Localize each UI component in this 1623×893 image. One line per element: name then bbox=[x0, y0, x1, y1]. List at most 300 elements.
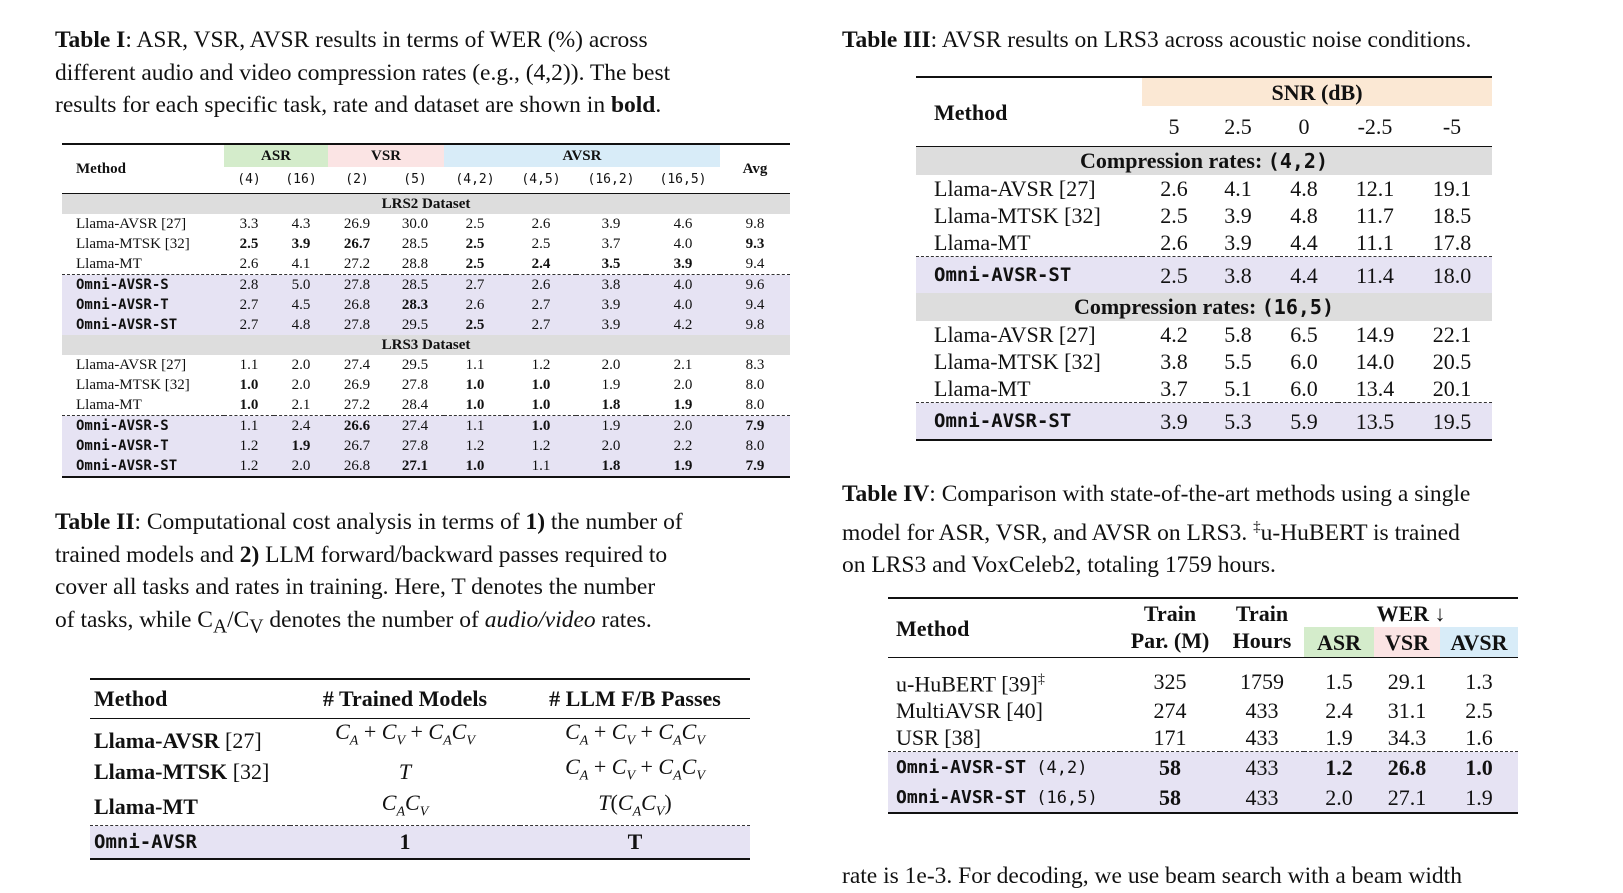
table-cell: 1.0 bbox=[506, 395, 576, 416]
table-cell: 18.0 bbox=[1412, 257, 1492, 294]
table-cell: 20.5 bbox=[1432, 349, 1472, 374]
table-cell: 325 bbox=[1153, 669, 1187, 695]
table-row bbox=[62, 315, 790, 335]
method-name: Omni-AVSR-S bbox=[62, 416, 224, 437]
table4-header-par: Par. (M) bbox=[1130, 628, 1210, 653]
table-cell: 1.9 bbox=[646, 395, 720, 416]
table-cell: 28.5 bbox=[386, 275, 444, 296]
table-row bbox=[916, 321, 1492, 348]
table-cell: 13.4 bbox=[1338, 375, 1412, 403]
table-cell: 1.6 bbox=[1440, 724, 1518, 752]
table-cell: 28.3 bbox=[386, 295, 444, 315]
table-row bbox=[62, 254, 790, 275]
table-cell: 1.2 bbox=[506, 436, 576, 456]
table-cell: 4.6 bbox=[673, 216, 693, 232]
table-cell: 29.5 bbox=[401, 357, 429, 373]
table2-caption-bold: 1) bbox=[525, 509, 546, 535]
table-cell: 9.6 bbox=[720, 275, 790, 296]
table-row bbox=[62, 416, 790, 437]
table1-caption-line2: different audio and video compression rates (e.g., (4,2)). The best bbox=[55, 59, 671, 86]
table-row bbox=[916, 375, 1492, 403]
table-cell: 2.8 bbox=[224, 275, 274, 296]
table-row bbox=[90, 754, 750, 789]
table-cell: 2.6 bbox=[444, 295, 506, 315]
table-cell: 2.7 bbox=[444, 275, 506, 296]
method-name: Omni-AVSR-S bbox=[62, 275, 224, 296]
table-cell: 4.4 bbox=[1270, 229, 1338, 257]
table-cell: 31.1 bbox=[1387, 698, 1427, 724]
table-cell: 27.2 bbox=[328, 254, 386, 275]
table-row bbox=[916, 229, 1492, 257]
table-cell: 2.0 bbox=[291, 357, 311, 373]
table-cell: 2.5 bbox=[239, 236, 259, 252]
table-cell: 26.8 bbox=[1374, 752, 1440, 783]
table-cell: 1.3 bbox=[1465, 669, 1493, 695]
table-cell: 27.8 bbox=[328, 315, 386, 335]
table-row bbox=[888, 752, 1518, 783]
table-cell: 22.1 bbox=[1432, 322, 1472, 347]
table2-caption-bold: 2) bbox=[239, 541, 260, 568]
table-cell: 4.2 bbox=[1160, 322, 1188, 347]
table-cell: 9.4 bbox=[720, 254, 790, 275]
table3 bbox=[916, 76, 1492, 441]
snr-level: 5 bbox=[1168, 113, 1180, 139]
table3-caption-label: Table III bbox=[842, 27, 931, 53]
method-cell bbox=[90, 719, 290, 755]
table-cell: 2.6 bbox=[1142, 229, 1206, 257]
table-cell: 11.7 bbox=[1356, 203, 1394, 228]
table4-header-avsr: AVSR bbox=[1440, 627, 1518, 658]
snr-level: 2.5 bbox=[1224, 113, 1252, 139]
table-cell: 29.1 bbox=[1387, 669, 1427, 695]
table-cell: 27.8 bbox=[386, 436, 444, 456]
table2-caption-text: denotes the number of bbox=[263, 606, 485, 633]
table-cell: 4.0 bbox=[673, 236, 693, 252]
table-cell: 58 bbox=[1120, 782, 1220, 813]
table3-header-snr: SNR (dB) bbox=[1142, 77, 1492, 106]
section-label: Compression rates: bbox=[1073, 294, 1262, 319]
table-cell: 1.1 bbox=[506, 456, 576, 477]
table-cell: 26.6 bbox=[328, 416, 386, 437]
table-cell: 2.4 bbox=[506, 254, 576, 275]
table-cell: 2.7 bbox=[224, 315, 274, 335]
table-cell: 2.0 bbox=[646, 416, 720, 437]
table-cell: 1.0 bbox=[506, 416, 576, 437]
section-compression-4-2 bbox=[916, 147, 1492, 176]
table-cell: 1.2 bbox=[224, 456, 274, 477]
table2-caption-text: /C bbox=[227, 606, 250, 633]
method-name: Llama-MT bbox=[916, 229, 1142, 257]
table2-caption-text: of tasks, while C bbox=[55, 606, 213, 633]
table-cell: 3.9 bbox=[576, 315, 646, 335]
table2-caption-sub: V bbox=[249, 616, 264, 638]
table-cell: 4.8 bbox=[274, 315, 328, 335]
table-cell: 3.8 bbox=[576, 275, 646, 296]
table-cell: 1.2 bbox=[224, 436, 274, 456]
method-cell bbox=[888, 782, 1120, 813]
table-cell: 2.5 bbox=[465, 236, 485, 252]
table-cell: 2.0 bbox=[274, 456, 328, 477]
table-cell: 27.4 bbox=[343, 357, 371, 373]
method-cell bbox=[90, 754, 290, 789]
table-row bbox=[62, 355, 790, 375]
table-cell: 13.5 bbox=[1338, 403, 1412, 441]
table1-rate-label: (2) bbox=[345, 172, 369, 187]
table2-caption-text: rates. bbox=[595, 606, 652, 633]
table-cell: 3.9 bbox=[1142, 403, 1206, 441]
table-row bbox=[888, 782, 1518, 813]
method-name: Llama-MTSK [32] bbox=[76, 377, 190, 393]
table-cell: 2.4 bbox=[1325, 698, 1353, 724]
table-cell: 4.0 bbox=[646, 275, 720, 296]
math-expression: $C_AC_V$ bbox=[381, 789, 429, 820]
table4-header-asr: ASR bbox=[1304, 627, 1374, 658]
footer-text: rate is 1e-3. For decoding, we use beam search with a beam width bbox=[842, 863, 1462, 889]
passes-cell bbox=[520, 719, 750, 755]
table-cell: 5.0 bbox=[274, 275, 328, 296]
section-label: Compression rates: bbox=[1079, 148, 1268, 173]
table4-caption-text: : Comparison with state-of-the-art methods using a single bbox=[929, 481, 1471, 507]
table1-header-asr: ASR bbox=[224, 144, 328, 167]
method-name: Omni-AVSR-ST bbox=[916, 403, 1142, 441]
table-row bbox=[62, 456, 790, 477]
method-name: Omni-AVSR-T bbox=[62, 295, 224, 315]
rate-label: (16,5) bbox=[1026, 788, 1098, 809]
passes-cell bbox=[520, 790, 750, 826]
lrs2-section-title: LRS2 Dataset bbox=[62, 194, 790, 215]
table4-caption-text: model for ASR, VSR, and AVSR on LRS3. bbox=[842, 519, 1254, 546]
table-row bbox=[888, 697, 1518, 724]
table-cell: 2.5 bbox=[465, 216, 485, 232]
method-cell bbox=[888, 752, 1120, 783]
table-cell: 2.6 bbox=[224, 254, 274, 275]
method-name: Omni-AVSR-T bbox=[62, 436, 224, 456]
table-cell: 2.1 bbox=[274, 395, 328, 416]
table-cell: 1.9 bbox=[601, 377, 621, 393]
table-row bbox=[916, 348, 1492, 375]
table-cell: 1.9 bbox=[1440, 782, 1518, 813]
trained-models-cell: 1 bbox=[290, 826, 520, 860]
table1-header-method: Method bbox=[76, 161, 126, 177]
table-cell: 1.2 bbox=[1304, 752, 1374, 783]
passes-cell: T bbox=[520, 826, 750, 860]
table-cell: 20.1 bbox=[1412, 375, 1492, 403]
table2-caption-text: trained models and bbox=[55, 541, 240, 568]
table-row bbox=[888, 658, 1518, 698]
table-cell: 1.0 bbox=[224, 395, 274, 416]
table-cell: 1.9 bbox=[1304, 724, 1374, 752]
table-cell: 3.8 bbox=[1206, 257, 1270, 294]
table4-caption-label: Table IV bbox=[842, 481, 930, 507]
method-name: Llama-AVSR [27] bbox=[934, 322, 1096, 347]
table-cell: 2.7 bbox=[506, 315, 576, 335]
table-cell: 26.9 bbox=[343, 377, 371, 393]
math-expression: $C_A + C_V + C_AC_V$ bbox=[335, 719, 475, 749]
trained-models-cell bbox=[290, 719, 520, 755]
table-cell: 28.8 bbox=[386, 254, 444, 275]
table-cell: 1.0 bbox=[444, 395, 506, 416]
table-cell: 1.0 bbox=[444, 456, 506, 477]
table-cell: 4.3 bbox=[291, 216, 311, 232]
method-name: Omni-AVSR-ST bbox=[896, 757, 1027, 779]
table4-header-train: Train bbox=[1143, 600, 1197, 626]
table-cell: 26.8 bbox=[328, 456, 386, 477]
table-cell: 6.5 bbox=[1290, 322, 1318, 347]
table-cell: 2.0 bbox=[601, 357, 621, 373]
table-cell: 28.4 bbox=[386, 395, 444, 416]
table-cell: 1.2 bbox=[531, 357, 551, 373]
table4-header-wer: WER ↓ bbox=[1376, 600, 1446, 626]
table4-header-method: Method bbox=[896, 615, 970, 641]
table1-header-avsr: AVSR bbox=[444, 144, 720, 167]
table-cell: 1.9 bbox=[274, 436, 328, 456]
table3-caption-text: : AVSR results on LRS3 across acoustic noise conditions. bbox=[930, 27, 1472, 53]
table1-caption-line1: : ASR, VSR, AVSR results in terms of WER (%) across bbox=[125, 27, 648, 53]
method-ref: [32] bbox=[227, 759, 270, 785]
table-cell: 1.1 bbox=[465, 357, 485, 373]
table3-header-method: Method bbox=[934, 99, 1008, 125]
table-cell: 4.1 bbox=[1224, 176, 1252, 201]
table-cell: 2.5 bbox=[1160, 203, 1188, 228]
table-cell: 26.9 bbox=[343, 216, 371, 232]
method-name: Omni-AVSR bbox=[90, 826, 290, 860]
table2-caption-text: : Computational cost analysis in terms of bbox=[134, 509, 526, 535]
method-cell bbox=[888, 724, 1120, 752]
table-cell: 433 bbox=[1220, 782, 1304, 813]
table-cell: 2.6 bbox=[531, 216, 551, 232]
table-cell: 1.8 bbox=[576, 395, 646, 416]
table-cell: 1759 bbox=[1240, 669, 1284, 695]
method-name: Llama-AVSR bbox=[94, 727, 220, 753]
table-cell: 274 bbox=[1153, 698, 1187, 724]
table-cell: 5.3 bbox=[1206, 403, 1270, 441]
table-cell: 1.9 bbox=[576, 416, 646, 437]
passes-cell bbox=[520, 754, 750, 789]
table-cell: 19.1 bbox=[1432, 176, 1472, 201]
table2-header-models: # Trained Models bbox=[322, 686, 488, 711]
math-expression: $T(C_AC_V)$ bbox=[598, 789, 672, 820]
trained-models-cell bbox=[290, 790, 520, 826]
table-cell: 2.0 bbox=[1304, 782, 1374, 813]
table-cell: 5.8 bbox=[1224, 322, 1252, 347]
table-cell: 4.8 bbox=[1290, 203, 1318, 228]
table2-caption-label: Table II bbox=[55, 509, 135, 535]
table-cell: 3.8 bbox=[1160, 349, 1188, 374]
method-name: Llama-AVSR [27] bbox=[76, 357, 187, 373]
table-cell: 3.7 bbox=[601, 236, 621, 252]
table2-caption-text: the number of bbox=[545, 509, 683, 535]
table-cell: 3.9 bbox=[576, 295, 646, 315]
table-cell: 7.9 bbox=[720, 456, 790, 477]
table1-rate-label: (4) bbox=[237, 172, 261, 187]
section-rate: (16,5) bbox=[1261, 295, 1335, 319]
table-cell: 27.8 bbox=[328, 275, 386, 296]
table-cell: 12.1 bbox=[1355, 176, 1395, 201]
table-cell: 14.0 bbox=[1355, 349, 1395, 374]
table1-header-vsr: VSR bbox=[328, 144, 444, 167]
table2-caption-italic: audio/video bbox=[484, 606, 596, 633]
lrs3-section-title: LRS3 Dataset bbox=[62, 335, 790, 355]
method-name: USR [38] bbox=[896, 725, 981, 751]
table2-caption-sub: A bbox=[212, 616, 228, 638]
table-row bbox=[62, 436, 790, 456]
table-cell: 19.5 bbox=[1412, 403, 1492, 441]
table-cell: 3.9 bbox=[291, 236, 311, 252]
table2 bbox=[90, 678, 750, 860]
table-cell: 1.9 bbox=[646, 456, 720, 477]
table-cell: 1.1 bbox=[239, 357, 259, 373]
table-cell: 3.9 bbox=[601, 216, 621, 232]
table-cell: 1.2 bbox=[444, 436, 506, 456]
snr-level: -5 bbox=[1442, 113, 1462, 139]
table1-header-avg: Avg bbox=[742, 161, 768, 177]
table-cell: 7.9 bbox=[720, 416, 790, 437]
table-cell: 8.3 bbox=[745, 357, 765, 373]
math-expression: $C_A + C_V + C_AC_V$ bbox=[565, 719, 705, 749]
table-cell: 2.7 bbox=[224, 295, 274, 315]
table1 bbox=[62, 143, 790, 478]
table-cell: 2.5 bbox=[444, 315, 506, 335]
table-cell: 17.8 bbox=[1412, 229, 1492, 257]
table-cell: 27.1 bbox=[1374, 782, 1440, 813]
table1-rate-label: (16) bbox=[285, 172, 317, 187]
table-cell: 2.5 bbox=[1465, 698, 1493, 724]
method-ref: [27] bbox=[219, 727, 262, 753]
table-cell: 4.2 bbox=[646, 315, 720, 335]
table4 bbox=[888, 597, 1518, 814]
table1-rate-label: (4,5) bbox=[521, 172, 561, 187]
table-cell: 1.8 bbox=[576, 456, 646, 477]
method-name: Llama-MT bbox=[916, 375, 1142, 403]
table-cell: 11.1 bbox=[1338, 229, 1412, 257]
table4-header-hours: Hours bbox=[1232, 628, 1292, 653]
table-cell: 1.1 bbox=[224, 416, 274, 437]
table-cell: 4.8 bbox=[1290, 176, 1318, 201]
table2-caption bbox=[55, 506, 791, 644]
method-name: Llama-MTSK bbox=[94, 759, 228, 785]
table-cell: 2.6 bbox=[1160, 176, 1188, 201]
method-cell bbox=[888, 658, 1120, 698]
table1-caption-bold: bold bbox=[610, 92, 656, 118]
table-row bbox=[90, 790, 750, 826]
table-cell: 3.3 bbox=[239, 216, 259, 232]
table2-caption-text: LLM forward/backward passes required to bbox=[259, 541, 668, 568]
table-cell: 34.3 bbox=[1374, 724, 1440, 752]
table-row bbox=[62, 295, 790, 315]
table-cell: 26.8 bbox=[328, 295, 386, 315]
method-name: Llama-MTSK [32] bbox=[934, 349, 1101, 374]
table-row bbox=[916, 175, 1492, 202]
trained-models-cell bbox=[290, 754, 520, 789]
table-cell: 1.0 bbox=[1440, 752, 1518, 783]
table-row bbox=[62, 214, 790, 234]
snr-level: -2.5 bbox=[1357, 113, 1393, 139]
table-cell: 2.0 bbox=[291, 377, 311, 393]
table2-header-passes: # LLM F/B Passes bbox=[549, 686, 721, 711]
table1-rate-label: (16,2) bbox=[587, 172, 635, 187]
table-row bbox=[916, 202, 1492, 229]
table3-caption bbox=[842, 24, 1578, 57]
table-cell: 6.0 bbox=[1270, 375, 1338, 403]
double-dagger-mark: ‡ bbox=[1253, 518, 1261, 535]
double-dagger-mark: ‡ bbox=[1037, 672, 1045, 687]
table-cell: 3.9 bbox=[1206, 229, 1270, 257]
table-cell: 5.5 bbox=[1224, 349, 1252, 374]
table-cell: 3.5 bbox=[576, 254, 646, 275]
table-cell: 27.2 bbox=[328, 395, 386, 416]
table1-caption-end: . bbox=[655, 92, 662, 118]
table-row bbox=[62, 395, 790, 416]
table1-caption bbox=[55, 24, 791, 122]
table-cell: 433 bbox=[1220, 752, 1304, 783]
table-cell: 171 bbox=[1120, 724, 1220, 752]
table-cell: 4.1 bbox=[274, 254, 328, 275]
table-cell: 4.4 bbox=[1270, 257, 1338, 294]
table-cell: 27.4 bbox=[386, 416, 444, 437]
table-cell: 2.6 bbox=[506, 275, 576, 296]
table-cell: 27.8 bbox=[401, 377, 429, 393]
table-cell: 30.0 bbox=[401, 216, 429, 232]
table-row bbox=[62, 275, 790, 296]
table-cell: 11.4 bbox=[1338, 257, 1412, 294]
math-expression: $C_A + C_V + C_AC_V$ bbox=[565, 754, 705, 784]
method-cell bbox=[90, 790, 290, 826]
table-cell: 2.0 bbox=[673, 377, 693, 393]
table-cell: 18.5 bbox=[1432, 203, 1472, 228]
table-row bbox=[90, 719, 750, 755]
table-row bbox=[916, 403, 1492, 441]
table-cell: 433 bbox=[1245, 698, 1279, 724]
table-cell: 2.7 bbox=[506, 295, 576, 315]
table-cell: 26.7 bbox=[328, 436, 386, 456]
method-name: Omni-AVSR-ST bbox=[916, 257, 1142, 294]
method-name: Omni-AVSR-ST bbox=[62, 456, 224, 477]
table-cell: 9.3 bbox=[745, 236, 765, 252]
table2-caption-text: cover all tasks and rates in training. Here, T denotes the number bbox=[55, 574, 656, 600]
table-cell: 3.7 bbox=[1142, 375, 1206, 403]
table4-caption-text: u-HuBERT is trained bbox=[1260, 519, 1460, 546]
table-cell: 58 bbox=[1120, 752, 1220, 783]
method-name: Llama-MT bbox=[94, 794, 198, 820]
table1-rate-label: (4,2) bbox=[455, 172, 495, 187]
table-cell: 2.5 bbox=[531, 236, 551, 252]
table-cell: 9.8 bbox=[720, 315, 790, 335]
table-cell: 1.5 bbox=[1325, 669, 1353, 695]
table4-header-train: Train bbox=[1235, 600, 1289, 626]
table-cell: 4.5 bbox=[274, 295, 328, 315]
method-name: Omni-AVSR-ST bbox=[62, 315, 224, 335]
table-cell: 5.1 bbox=[1206, 375, 1270, 403]
table-cell: 1.0 bbox=[531, 377, 551, 393]
method-name: Omni-AVSR-ST bbox=[896, 787, 1027, 809]
table-cell: 26.7 bbox=[343, 236, 371, 252]
table-cell: 3.9 bbox=[1224, 203, 1252, 228]
table-cell: 1.1 bbox=[444, 416, 506, 437]
math-expression: T bbox=[398, 759, 412, 785]
table-cell: 2.0 bbox=[576, 436, 646, 456]
table4-caption bbox=[842, 478, 1578, 581]
table-cell: 2.2 bbox=[646, 436, 720, 456]
snr-level: 0 bbox=[1298, 113, 1310, 139]
method-name: u-HuBERT [39] bbox=[896, 671, 1038, 697]
table-cell: 6.0 bbox=[1290, 349, 1318, 374]
table-cell: 8.0 bbox=[720, 395, 790, 416]
table-cell: 8.0 bbox=[720, 436, 790, 456]
table-cell: 8.0 bbox=[745, 377, 765, 393]
table-row bbox=[916, 257, 1492, 294]
method-name: Llama-MT bbox=[62, 395, 224, 416]
table-cell: 5.9 bbox=[1270, 403, 1338, 441]
